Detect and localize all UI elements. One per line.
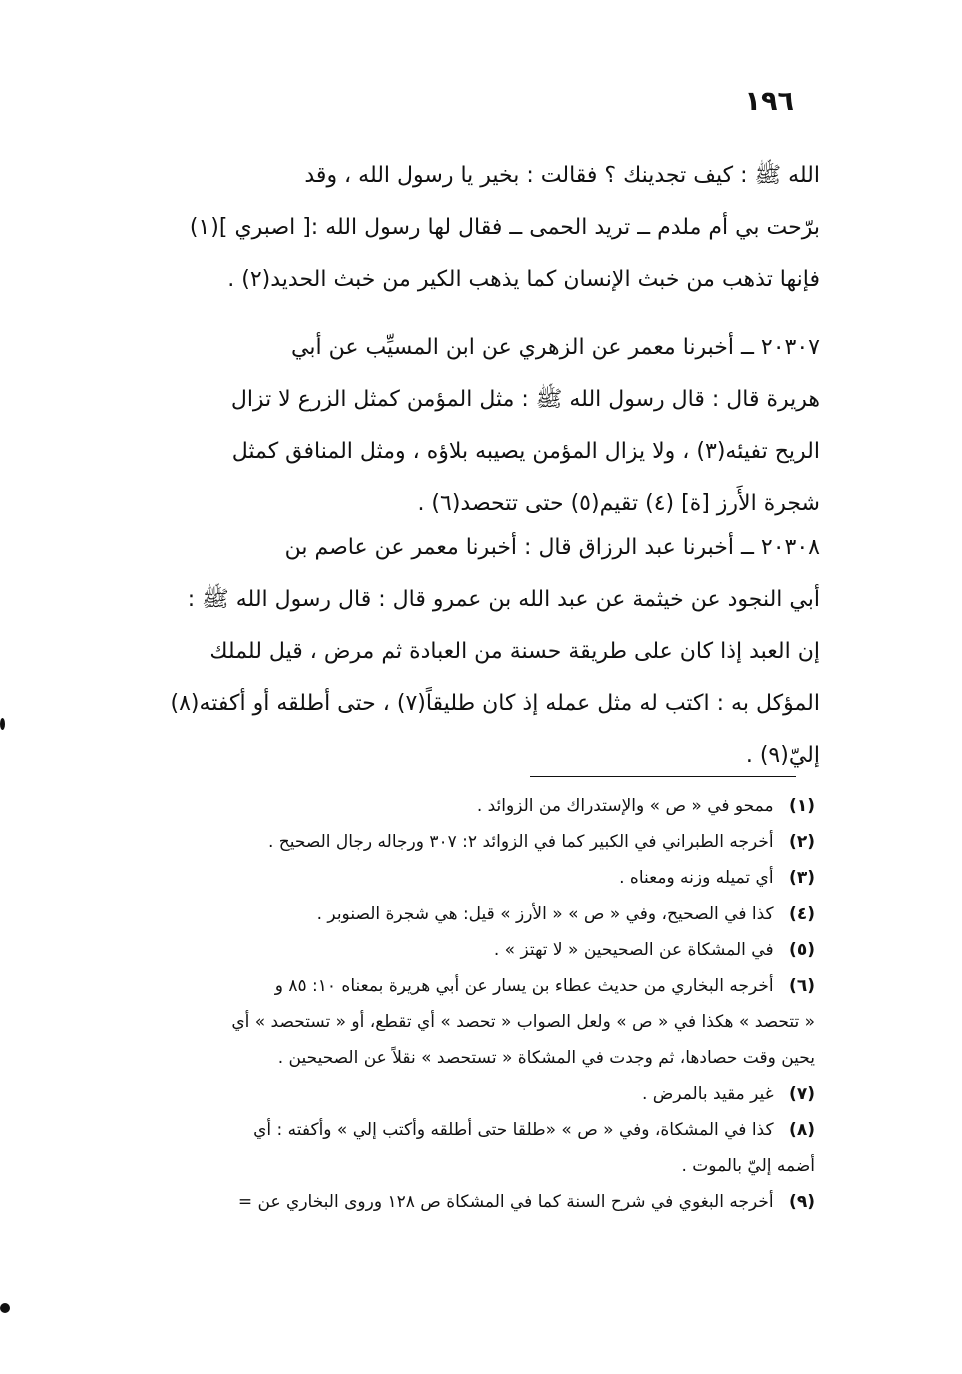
footnote-text: كذا في الصحيح، وفي « ص » « الأرز » قيل: هي شجرة الصنوبر . xyxy=(316,904,774,924)
footnotes xyxy=(110,788,815,1220)
footnote-text: ممحو في « ص » والإستدراك من الزوائد . xyxy=(476,796,774,816)
footnote-text: أي تميله وزنه ومعناه . xyxy=(619,868,774,888)
paragraph-hadith-20307 xyxy=(120,322,820,530)
footnote-text: في المشكاة عن الصحيحين « لا تهتز » . xyxy=(493,940,774,960)
footnote-text: أخرجه البغوي في شرح السنة كما في المشكاة ص ١٢٨ وروى البخاري عن = xyxy=(237,1192,774,1212)
body-line: أبي النجود عن خيثمة عن عبد الله بن عمرو قال : قال رسول الله ﷺ : xyxy=(187,587,820,612)
body-line: فإنها تذهب من خبث الإنسان كما يذهب الكير من خبث الحديد(٢) . xyxy=(227,267,820,292)
footnote-text: أخرجه البخاري من حديث عطاء بن يسار عن أبي هريرة بمعناه ١٠: ٨٥ و xyxy=(274,976,774,996)
footnote-number: (٨) xyxy=(789,1120,815,1140)
footnote-1 xyxy=(110,788,815,824)
footnote-number: (٤) xyxy=(789,904,815,924)
body-line: برّحت بي أم ملدم ــ تريد الحمى ــ فقال لها رسول الله :[ اصبري ](١) xyxy=(189,215,820,240)
body-line: الريح تفيئه(٣) ، ولا يزال المؤمن يصيبه بلاؤه ، ومثل المنافق كمثل xyxy=(231,439,820,464)
footnote-text: غير مقيد بالمرض . xyxy=(641,1084,774,1104)
footnote-7 xyxy=(110,1076,815,1112)
footnote-number: (٧) xyxy=(789,1084,815,1104)
footnote-number: (٥) xyxy=(789,940,815,960)
footnote-9 xyxy=(110,1184,815,1220)
body-line: إن العبد إذا كان على طريقة حسنة من العبادة ثم مرض ، قيل للملك xyxy=(209,639,820,664)
page-number: ١٩٦ xyxy=(744,86,794,117)
footnote-text: كذا في المشكاة، وفي « ص » «طلقا حتى أطلقه وأكتب إلي » وأكفته : أي xyxy=(253,1120,774,1140)
footnote-text: أخرجه الطبراني في الكبير كما في الزوائد ٢: ٣٠٧ ورجاله رجال الصحيح . xyxy=(267,832,774,852)
footnote-separator xyxy=(530,776,796,777)
footnote-6-continuation xyxy=(110,1004,815,1040)
footnote-6-continuation xyxy=(110,1040,815,1076)
footnote-3 xyxy=(110,860,815,896)
footnote-8 xyxy=(110,1112,815,1148)
paragraph-hadith-continuation xyxy=(120,150,820,306)
footnote-6 xyxy=(110,968,815,1004)
footnote-text: يحين وقت حصادها، ثم وجدت في المشكاة « تستحصد » نقلاً عن الصحيحين . xyxy=(277,1048,815,1068)
body-line: شجرة الأَرز [ة] (٤) تقيم(٥) حتى تتحصد(٦) . xyxy=(417,491,820,516)
paragraph-hadith-20308 xyxy=(120,522,820,782)
scan-margin-mark xyxy=(0,1303,10,1313)
footnote-5 xyxy=(110,932,815,968)
body-line: المؤكل به : اكتب له مثل عمله إذ كان طليقاً(٧) ، حتى أطلقه أو أكفته(٨) xyxy=(170,691,820,716)
footnote-number: (٩) xyxy=(789,1192,815,1212)
footnote-number: (٦) xyxy=(789,976,815,996)
body-line: إليّ(٩) . xyxy=(745,743,820,768)
footnote-8-continuation xyxy=(110,1148,815,1184)
body-line: ٢٠٣٠٧ ــ أخبرنا معمر عن الزهري عن ابن المسيِّب عن أبي xyxy=(291,335,820,360)
footnote-text: أضمه إليّ بالموت . xyxy=(681,1156,815,1176)
footnote-number: (٢) xyxy=(789,832,815,852)
scan-margin-mark xyxy=(0,718,5,730)
body-line: ٢٠٣٠٨ ــ أخبرنا عبد الرزاق قال : أخبرنا معمر عن عاصم بن xyxy=(284,535,820,560)
footnote-2 xyxy=(110,824,815,860)
body-line: الله ﷺ : كيف تجدينك ؟ فقالت : بخير يا رسول الله ، وقد xyxy=(304,163,820,188)
footnote-number: (١) xyxy=(789,796,815,816)
footnote-4 xyxy=(110,896,815,932)
footnote-number: (٣) xyxy=(789,868,815,888)
body-line: هريرة قال : قال رسول الله ﷺ : مثل المؤمن كمثل الزرع لا تزال xyxy=(230,387,820,412)
footnote-text: « تتحصد » هكذا في « ص » ولعل الصواب « تحصد » أي تقطع، أو « تستحصد » أي xyxy=(231,1012,815,1032)
